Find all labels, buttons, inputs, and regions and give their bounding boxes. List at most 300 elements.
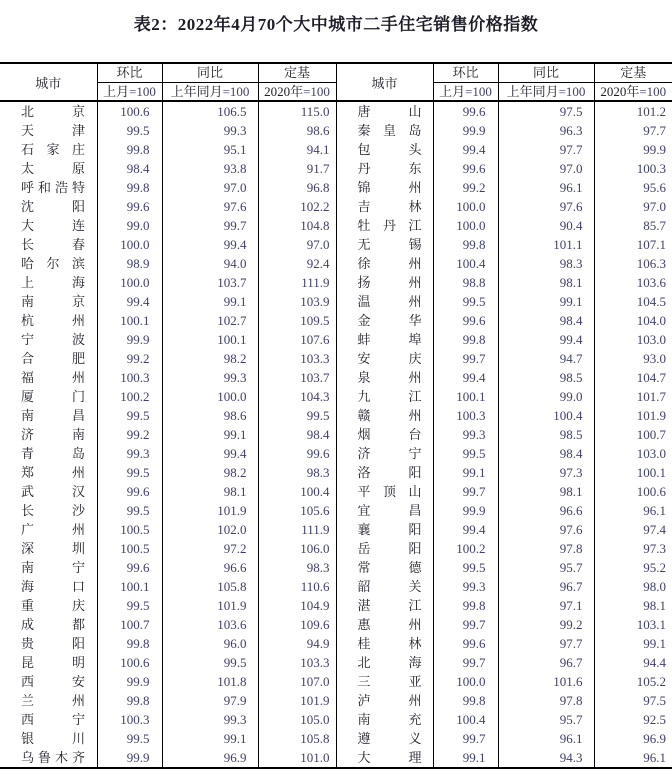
city-name: 郑 州	[21, 465, 85, 480]
city-name: 福 州	[21, 370, 85, 385]
fixed-base-value-cell: 85.7	[594, 216, 672, 235]
table-row	[0, 349, 672, 368]
header-yoy-base-right	[498, 83, 594, 102]
table-row	[0, 634, 672, 653]
mom-value-cell: 99.3	[433, 577, 498, 596]
city-cell	[0, 463, 97, 482]
city-cell	[0, 349, 97, 368]
base-value: =100	[129, 84, 156, 99]
city-name: 大 连	[21, 218, 85, 233]
table-row	[0, 653, 672, 672]
table-body	[0, 101, 672, 768]
header-city-right: 城市	[336, 63, 433, 101]
mom-value-cell: 99.5	[97, 729, 162, 748]
fixed-base-value-cell: 111.9	[258, 273, 336, 292]
city-cell	[336, 748, 433, 768]
city-name: 韶 关	[357, 579, 422, 594]
city-name: 秦 皇 岛	[357, 123, 422, 138]
fixed-base-value-cell: 99.9	[594, 140, 672, 159]
base-value: =100	[222, 84, 250, 99]
yoy-value-cell: 97.6	[498, 520, 594, 539]
city-cell	[0, 748, 97, 768]
table-row	[0, 520, 672, 539]
city-cell	[0, 273, 97, 292]
mom-value-cell: 99.8	[97, 691, 162, 710]
fixed-base-value-cell: 98.6	[258, 121, 336, 140]
mom-value-cell: 99.6	[433, 159, 498, 178]
mom-value-cell: 100.0	[433, 672, 498, 691]
fixed-base-value-cell: 98.4	[258, 425, 336, 444]
city-name: 惠 州	[357, 617, 422, 632]
fixed-base-value-cell: 94.9	[258, 634, 336, 653]
city-name: 北 京	[21, 104, 85, 119]
mom-value-cell: 99.2	[433, 178, 498, 197]
mom-value-cell: 100.6	[97, 653, 162, 672]
header-yoy-left: 同比	[162, 63, 258, 83]
city-name: 温 州	[357, 294, 422, 309]
city-cell	[336, 672, 433, 691]
city-name: 丹 东	[357, 161, 422, 176]
yoy-value-cell: 97.1	[498, 596, 594, 615]
yoy-value-cell: 94.0	[162, 254, 258, 273]
fixed-base-value-cell: 94.4	[594, 653, 672, 672]
yoy-value-cell: 106.5	[162, 101, 258, 121]
table-row	[0, 444, 672, 463]
base-label: 上年同月	[170, 84, 223, 99]
yoy-value-cell: 93.8	[162, 159, 258, 178]
mom-value-cell: 99.9	[97, 748, 162, 768]
city-name: 唐 山	[357, 104, 422, 119]
fixed-base-value-cell: 98.0	[594, 577, 672, 596]
table-row	[0, 140, 672, 159]
fixed-base-value-cell: 96.9	[594, 729, 672, 748]
mom-value-cell: 100.3	[97, 710, 162, 729]
city-cell	[0, 729, 97, 748]
city-name: 锦 州	[357, 180, 422, 195]
city-name: 洛 阳	[357, 465, 422, 480]
city-cell	[0, 101, 97, 121]
base-value: =100	[558, 84, 586, 99]
city-name: 泸 州	[357, 693, 422, 708]
fixed-base-value-cell: 98.3	[258, 463, 336, 482]
city-name: 宜 昌	[357, 503, 422, 518]
city-cell	[336, 330, 433, 349]
table-header	[0, 63, 672, 101]
yoy-value-cell: 96.7	[498, 577, 594, 596]
table-row	[0, 197, 672, 216]
yoy-value-cell: 97.2	[162, 539, 258, 558]
city-cell	[336, 596, 433, 615]
mom-value-cell: 100.0	[433, 197, 498, 216]
city-cell	[0, 178, 97, 197]
fixed-base-value-cell: 103.0	[594, 330, 672, 349]
mom-value-cell: 100.1	[433, 387, 498, 406]
city-cell	[336, 197, 433, 216]
city-name: 乌 鲁 木 齐	[21, 750, 85, 765]
table-row	[0, 482, 672, 501]
city-cell	[336, 140, 433, 159]
yoy-value-cell: 98.1	[498, 273, 594, 292]
city-name: 湛 江	[357, 598, 422, 613]
mom-value-cell: 99.3	[97, 444, 162, 463]
yoy-value-cell: 100.4	[498, 406, 594, 425]
fixed-base-value-cell: 100.4	[258, 482, 336, 501]
yoy-value-cell: 99.1	[498, 292, 594, 311]
yoy-value-cell: 97.8	[498, 691, 594, 710]
city-cell	[0, 501, 97, 520]
mom-value-cell: 99.2	[97, 349, 162, 368]
fixed-base-value-cell: 104.5	[594, 292, 672, 311]
yoy-value-cell: 99.1	[162, 425, 258, 444]
city-cell	[0, 539, 97, 558]
fixed-base-value-cell: 104.8	[258, 216, 336, 235]
city-name: 无 锡	[357, 237, 422, 252]
mom-value-cell: 100.5	[97, 539, 162, 558]
city-cell	[0, 311, 97, 330]
city-cell	[0, 197, 97, 216]
city-name: 南 宁	[21, 560, 85, 575]
city-name: 蚌 埠	[357, 332, 422, 347]
fixed-base-value-cell: 95.2	[594, 558, 672, 577]
mom-value-cell: 99.6	[97, 558, 162, 577]
fixed-base-value-cell: 97.0	[594, 197, 672, 216]
fixed-base-value-cell: 109.6	[258, 615, 336, 634]
mom-value-cell: 99.1	[433, 748, 498, 768]
mom-value-cell: 99.5	[433, 292, 498, 311]
yoy-value-cell: 95.1	[162, 140, 258, 159]
city-cell	[0, 482, 97, 501]
city-cell	[0, 691, 97, 710]
mom-value-cell: 100.0	[97, 273, 162, 292]
fixed-base-value-cell: 105.8	[258, 729, 336, 748]
city-cell	[336, 539, 433, 558]
yoy-value-cell: 98.1	[162, 482, 258, 501]
fixed-base-value-cell: 101.9	[594, 406, 672, 425]
city-name: 常 德	[357, 560, 422, 575]
mom-value-cell: 99.7	[433, 349, 498, 368]
city-cell	[336, 501, 433, 520]
table-row	[0, 691, 672, 710]
mom-value-cell: 99.7	[433, 729, 498, 748]
city-cell	[0, 634, 97, 653]
city-name: 青 岛	[21, 446, 85, 461]
city-cell	[0, 387, 97, 406]
city-cell	[336, 121, 433, 140]
city-name: 成 都	[21, 617, 85, 632]
yoy-value-cell: 97.5	[498, 101, 594, 121]
table-row	[0, 235, 672, 254]
mom-value-cell: 99.7	[433, 653, 498, 672]
mom-value-cell: 99.2	[97, 425, 162, 444]
fixed-base-value-cell: 111.9	[258, 520, 336, 539]
table-row	[0, 672, 672, 691]
yoy-value-cell: 98.5	[498, 425, 594, 444]
yoy-value-cell: 94.7	[498, 349, 594, 368]
mom-value-cell: 99.1	[433, 463, 498, 482]
city-cell	[0, 653, 97, 672]
fixed-base-value-cell: 104.9	[258, 596, 336, 615]
city-cell	[336, 729, 433, 748]
fixed-base-value-cell: 106.0	[258, 539, 336, 558]
mom-value-cell: 98.4	[97, 159, 162, 178]
city-cell	[0, 140, 97, 159]
yoy-value-cell: 96.7	[498, 653, 594, 672]
table-row	[0, 558, 672, 577]
base-label: 上年同月	[506, 84, 559, 99]
table-row	[0, 387, 672, 406]
table-row	[0, 748, 672, 768]
base-value: =100	[303, 84, 330, 99]
mom-value-cell: 99.6	[97, 482, 162, 501]
yoy-value-cell: 99.1	[162, 729, 258, 748]
yoy-value-cell: 99.0	[498, 387, 594, 406]
fixed-base-value-cell: 103.7	[258, 368, 336, 387]
mom-value-cell: 100.6	[97, 101, 162, 121]
base-value: =100	[465, 84, 492, 99]
yoy-value-cell: 96.1	[498, 178, 594, 197]
city-name: 南 京	[21, 294, 85, 309]
city-cell	[0, 330, 97, 349]
fixed-base-value-cell: 96.1	[594, 748, 672, 768]
fixed-base-value-cell: 104.7	[594, 368, 672, 387]
table-row	[0, 159, 672, 178]
header-mom-base-left	[97, 83, 162, 102]
city-name: 沈 阳	[21, 199, 85, 214]
city-cell	[0, 425, 97, 444]
yoy-value-cell: 96.3	[498, 121, 594, 140]
mom-value-cell: 99.5	[97, 596, 162, 615]
fixed-base-value-cell: 101.9	[258, 691, 336, 710]
fixed-base-value-cell: 104.0	[594, 311, 672, 330]
city-name: 南 充	[357, 712, 422, 727]
city-name: 南 昌	[21, 408, 85, 423]
mom-value-cell: 99.9	[97, 330, 162, 349]
city-name: 太 原	[21, 161, 85, 176]
table-row	[0, 273, 672, 292]
yoy-value-cell: 96.1	[498, 729, 594, 748]
header-mom-left: 环比	[97, 63, 162, 83]
header-mom-base-right	[433, 83, 498, 102]
base-value: =100	[639, 84, 667, 99]
yoy-value-cell: 98.5	[498, 368, 594, 387]
table-row	[0, 425, 672, 444]
fixed-base-value-cell: 97.4	[594, 520, 672, 539]
price-index-table	[0, 62, 672, 769]
city-name: 扬 州	[357, 275, 422, 290]
yoy-value-cell: 99.3	[162, 368, 258, 387]
city-name: 泉 州	[357, 370, 422, 385]
fixed-base-value-cell: 103.3	[258, 653, 336, 672]
city-name: 天 津	[21, 123, 85, 138]
city-cell	[0, 710, 97, 729]
city-cell	[336, 311, 433, 330]
city-name: 徐 州	[357, 256, 422, 271]
mom-value-cell: 99.6	[433, 311, 498, 330]
yoy-value-cell: 99.3	[162, 121, 258, 140]
yoy-value-cell: 97.0	[162, 178, 258, 197]
fixed-base-value-cell: 101.7	[594, 387, 672, 406]
yoy-value-cell: 97.6	[162, 197, 258, 216]
city-name: 襄 阳	[357, 522, 422, 537]
city-name: 呼 和 浩 特	[21, 180, 85, 195]
header-yoy-right: 同比	[498, 63, 594, 83]
city-name: 金 华	[357, 313, 422, 328]
table-row	[0, 577, 672, 596]
city-name: 遵 义	[357, 731, 422, 746]
fixed-base-value-cell: 106.3	[594, 254, 672, 273]
table-row	[0, 121, 672, 140]
table-row	[0, 254, 672, 273]
yoy-value-cell: 97.7	[498, 140, 594, 159]
yoy-value-cell: 95.7	[498, 710, 594, 729]
city-cell	[336, 425, 433, 444]
header-mom-right: 环比	[433, 63, 498, 83]
city-name: 赣 州	[357, 408, 422, 423]
table-row	[0, 501, 672, 520]
fixed-base-value-cell: 98.3	[258, 558, 336, 577]
fixed-base-value-cell: 96.1	[594, 501, 672, 520]
table-row	[0, 615, 672, 634]
city-cell	[336, 292, 433, 311]
fixed-base-value-cell: 103.6	[594, 273, 672, 292]
table-row	[0, 368, 672, 387]
city-cell	[0, 292, 97, 311]
table-row	[0, 178, 672, 197]
mom-value-cell: 99.9	[433, 121, 498, 140]
city-cell	[0, 672, 97, 691]
yoy-value-cell: 96.0	[162, 634, 258, 653]
city-name: 贵 阳	[21, 636, 85, 651]
fixed-base-value-cell: 97.0	[258, 235, 336, 254]
base-label: 2020年	[600, 84, 640, 99]
city-cell	[336, 159, 433, 178]
mom-value-cell: 99.8	[433, 596, 498, 615]
mom-value-cell: 99.8	[97, 178, 162, 197]
mom-value-cell: 100.0	[97, 235, 162, 254]
city-name: 合 肥	[21, 351, 85, 366]
yoy-value-cell: 98.2	[162, 349, 258, 368]
fixed-base-value-cell: 93.0	[594, 349, 672, 368]
fixed-base-value-cell: 104.3	[258, 387, 336, 406]
yoy-value-cell: 94.3	[498, 748, 594, 768]
yoy-value-cell: 98.4	[498, 444, 594, 463]
mom-value-cell: 99.6	[433, 101, 498, 121]
mom-value-cell: 99.7	[433, 482, 498, 501]
city-cell	[0, 444, 97, 463]
city-cell	[336, 482, 433, 501]
city-name: 大 理	[357, 750, 422, 765]
fixed-base-value-cell: 109.5	[258, 311, 336, 330]
city-name: 吉 林	[357, 199, 422, 214]
yoy-value-cell: 98.6	[162, 406, 258, 425]
mom-value-cell: 100.2	[97, 387, 162, 406]
city-name: 宁 波	[21, 332, 85, 347]
yoy-value-cell: 97.0	[498, 159, 594, 178]
yoy-value-cell: 97.9	[162, 691, 258, 710]
city-name: 厦 门	[21, 389, 85, 404]
mom-value-cell: 99.5	[97, 463, 162, 482]
city-name: 西 安	[21, 674, 85, 689]
fixed-base-value-cell: 107.0	[258, 672, 336, 691]
city-name: 石 家 庄	[21, 142, 85, 157]
city-name: 深 圳	[21, 541, 85, 556]
mom-value-cell: 100.4	[433, 254, 498, 273]
city-cell	[336, 691, 433, 710]
city-name: 银 川	[21, 731, 85, 746]
city-name: 西 宁	[21, 712, 85, 727]
city-cell	[0, 558, 97, 577]
city-name: 桂 林	[357, 636, 422, 651]
mom-value-cell: 99.4	[433, 368, 498, 387]
yoy-value-cell: 97.7	[498, 634, 594, 653]
city-name: 重 庆	[21, 598, 85, 613]
mom-value-cell: 100.1	[97, 311, 162, 330]
header-yoy-base-left	[162, 83, 258, 102]
table-row	[0, 729, 672, 748]
mom-value-cell: 100.0	[433, 216, 498, 235]
mom-value-cell: 99.5	[97, 406, 162, 425]
yoy-value-cell: 99.2	[498, 615, 594, 634]
fixed-base-value-cell: 97.7	[594, 121, 672, 140]
mom-value-cell: 99.8	[433, 691, 498, 710]
city-cell	[336, 216, 433, 235]
table-row	[0, 216, 672, 235]
fixed-base-value-cell: 105.6	[258, 501, 336, 520]
city-cell	[336, 349, 433, 368]
mom-value-cell: 100.1	[97, 577, 162, 596]
fixed-base-value-cell: 103.9	[258, 292, 336, 311]
yoy-value-cell: 98.1	[498, 482, 594, 501]
city-name: 九 江	[357, 389, 422, 404]
header-fixed-base-right	[594, 83, 672, 102]
header-fixed-base-left	[258, 83, 336, 102]
mom-value-cell: 99.5	[433, 558, 498, 577]
city-cell	[336, 520, 433, 539]
mom-value-cell: 99.4	[433, 140, 498, 159]
fixed-base-value-cell: 92.5	[594, 710, 672, 729]
city-cell	[0, 596, 97, 615]
yoy-value-cell: 97.3	[498, 463, 594, 482]
yoy-value-cell: 90.4	[498, 216, 594, 235]
yoy-value-cell: 99.4	[162, 235, 258, 254]
fixed-base-value-cell: 94.1	[258, 140, 336, 159]
yoy-value-cell: 96.6	[162, 558, 258, 577]
header-fixed-right: 定基	[594, 63, 672, 83]
table-row	[0, 539, 672, 558]
city-name: 长 春	[21, 237, 85, 252]
fixed-base-value-cell: 99.5	[258, 406, 336, 425]
table-row	[0, 101, 672, 121]
yoy-value-cell: 96.9	[162, 748, 258, 768]
mom-value-cell: 100.5	[97, 520, 162, 539]
city-name: 海 口	[21, 579, 85, 594]
city-name: 三 亚	[357, 674, 422, 689]
yoy-value-cell: 100.1	[162, 330, 258, 349]
yoy-value-cell: 98.3	[498, 254, 594, 273]
mom-value-cell: 100.7	[97, 615, 162, 634]
city-cell	[336, 710, 433, 729]
city-cell	[336, 634, 433, 653]
fixed-base-value-cell: 101.0	[258, 748, 336, 768]
mom-value-cell: 99.4	[97, 292, 162, 311]
yoy-value-cell: 101.6	[498, 672, 594, 691]
yoy-value-cell: 103.6	[162, 615, 258, 634]
table-row	[0, 710, 672, 729]
mom-value-cell: 100.3	[433, 406, 498, 425]
city-name: 昆 明	[21, 655, 85, 670]
city-name: 兰 州	[21, 693, 85, 708]
yoy-value-cell: 100.0	[162, 387, 258, 406]
